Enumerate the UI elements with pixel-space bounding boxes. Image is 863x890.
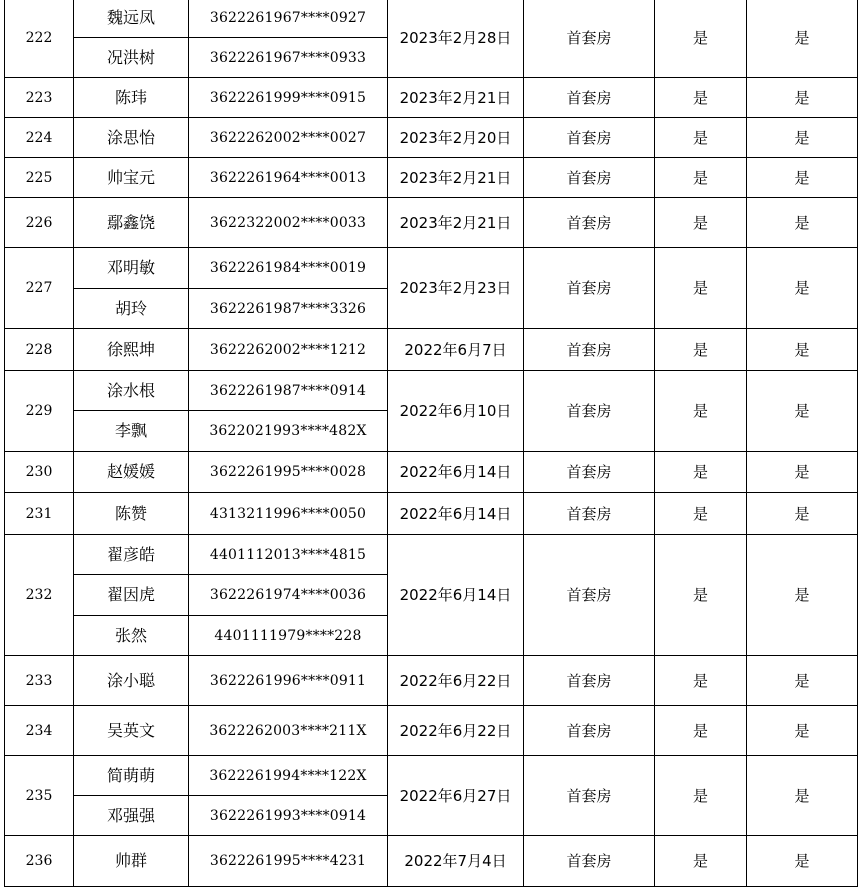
status-col6: 是 (655, 0, 747, 78)
table-row (5, 656, 858, 706)
row-id: 222 (5, 0, 74, 78)
status-col6: 是 (655, 656, 747, 706)
id-number: 3622322002****0033 (189, 198, 388, 248)
housing-type: 首套房 (524, 706, 655, 756)
table-row (5, 248, 858, 289)
table-row (5, 198, 858, 248)
id-number: 3622261995****0028 (189, 452, 388, 493)
table-row (5, 756, 858, 796)
housing-type: 首套房 (524, 656, 655, 706)
housing-type: 首套房 (524, 118, 655, 158)
person-name: 涂水根 (74, 371, 189, 411)
id-number: 3622262002****1212 (189, 329, 388, 371)
status-col7: 是 (747, 452, 858, 493)
person-name: 涂小聪 (74, 656, 189, 706)
person-name: 赵媛媛 (74, 452, 189, 493)
contract-date: 2022年6月27日 (388, 756, 524, 836)
contract-date: 2022年7月4日 (388, 836, 524, 887)
person-name: 魏远凤 (74, 0, 189, 38)
person-name: 张然 (74, 616, 189, 656)
status-col7: 是 (747, 158, 858, 198)
status-col7: 是 (747, 535, 858, 656)
housing-type: 首套房 (524, 756, 655, 836)
status-col7: 是 (747, 371, 858, 452)
table-row (5, 329, 858, 371)
status-col7: 是 (747, 198, 858, 248)
status-col6: 是 (655, 371, 747, 452)
person-name: 陈玮 (74, 78, 189, 118)
contract-date: 2022年6月22日 (388, 656, 524, 706)
id-number: 4313211996****0050 (189, 493, 388, 535)
housing-type: 首套房 (524, 248, 655, 329)
housing-type: 首套房 (524, 78, 655, 118)
housing-type: 首套房 (524, 836, 655, 887)
contract-date: 2023年2月21日 (388, 78, 524, 118)
person-name: 帅宝元 (74, 158, 189, 198)
status-col6: 是 (655, 78, 747, 118)
row-id: 230 (5, 452, 74, 493)
id-number: 3622261984****0019 (189, 248, 388, 289)
row-id: 228 (5, 329, 74, 371)
person-name: 况洪树 (74, 38, 189, 78)
id-number: 3622261994****122X (189, 756, 388, 796)
housing-list-table (4, 0, 858, 887)
id-number: 3622261967****0933 (189, 38, 388, 78)
person-name: 邓强强 (74, 796, 189, 836)
row-id: 234 (5, 706, 74, 756)
table-row (5, 118, 858, 158)
id-number: 3622261987****0914 (189, 371, 388, 411)
row-id: 236 (5, 836, 74, 887)
id-number: 3622261995****4231 (189, 836, 388, 887)
status-col6: 是 (655, 756, 747, 836)
row-id: 235 (5, 756, 74, 836)
table-body (5, 0, 858, 887)
housing-type: 首套房 (524, 535, 655, 656)
row-id: 224 (5, 118, 74, 158)
id-number: 4401111979****228 (189, 616, 388, 656)
status-col7: 是 (747, 656, 858, 706)
status-col6: 是 (655, 535, 747, 656)
row-id: 225 (5, 158, 74, 198)
contract-date: 2022年6月22日 (388, 706, 524, 756)
table-row (5, 535, 858, 575)
person-name: 李飘 (74, 411, 189, 452)
row-id: 223 (5, 78, 74, 118)
status-col7: 是 (747, 706, 858, 756)
table-row (5, 706, 858, 756)
id-number: 3622261967****0927 (189, 0, 388, 38)
row-id: 231 (5, 493, 74, 535)
person-name: 吴英文 (74, 706, 189, 756)
person-name: 徐熙坤 (74, 329, 189, 371)
table-row (5, 371, 858, 411)
person-name: 简萌萌 (74, 756, 189, 796)
contract-date: 2023年2月20日 (388, 118, 524, 158)
contract-date: 2023年2月23日 (388, 248, 524, 329)
row-id: 233 (5, 656, 74, 706)
status-col6: 是 (655, 158, 747, 198)
id-number: 4401112013****4815 (189, 535, 388, 575)
id-number: 3622021993****482X (189, 411, 388, 452)
contract-date: 2023年2月28日 (388, 0, 524, 78)
table-row (5, 836, 858, 887)
table-row (5, 78, 858, 118)
table-row (5, 493, 858, 535)
status-col6: 是 (655, 706, 747, 756)
person-name: 翟彦皓 (74, 535, 189, 575)
table-row (5, 0, 858, 38)
status-col6: 是 (655, 493, 747, 535)
status-col7: 是 (747, 0, 858, 78)
table-row (5, 158, 858, 198)
housing-type: 首套房 (524, 452, 655, 493)
id-number: 3622261999****0915 (189, 78, 388, 118)
id-number: 3622261993****0914 (189, 796, 388, 836)
person-name: 邓明敏 (74, 248, 189, 289)
person-name: 胡玲 (74, 289, 189, 329)
id-number: 3622261987****3326 (189, 289, 388, 329)
row-id: 232 (5, 535, 74, 656)
contract-date: 2022年6月7日 (388, 329, 524, 371)
housing-type: 首套房 (524, 158, 655, 198)
id-number: 3622262002****0027 (189, 118, 388, 158)
status-col6: 是 (655, 452, 747, 493)
status-col7: 是 (747, 836, 858, 887)
housing-type: 首套房 (524, 371, 655, 452)
housing-type: 首套房 (524, 0, 655, 78)
contract-date: 2023年2月21日 (388, 158, 524, 198)
row-id: 227 (5, 248, 74, 329)
id-number: 3622261964****0013 (189, 158, 388, 198)
person-name: 涂思怡 (74, 118, 189, 158)
contract-date: 2022年6月10日 (388, 371, 524, 452)
id-number: 3622261974****0036 (189, 575, 388, 616)
contract-date: 2022年6月14日 (388, 493, 524, 535)
id-number: 3622261996****0911 (189, 656, 388, 706)
contract-date: 2023年2月21日 (388, 198, 524, 248)
person-name: 陈赞 (74, 493, 189, 535)
housing-type: 首套房 (524, 493, 655, 535)
status-col6: 是 (655, 329, 747, 371)
id-number: 3622262003****211X (189, 706, 388, 756)
row-id: 229 (5, 371, 74, 452)
housing-type: 首套房 (524, 198, 655, 248)
status-col7: 是 (747, 118, 858, 158)
person-name: 翟因虎 (74, 575, 189, 616)
status-col6: 是 (655, 118, 747, 158)
table-row (5, 452, 858, 493)
status-col7: 是 (747, 248, 858, 329)
status-col7: 是 (747, 329, 858, 371)
status-col7: 是 (747, 78, 858, 118)
status-col6: 是 (655, 248, 747, 329)
contract-date: 2022年6月14日 (388, 452, 524, 493)
status-col6: 是 (655, 836, 747, 887)
status-col6: 是 (655, 198, 747, 248)
person-name: 鄢鑫饶 (74, 198, 189, 248)
status-col7: 是 (747, 493, 858, 535)
housing-type: 首套房 (524, 329, 655, 371)
person-name: 帅群 (74, 836, 189, 887)
row-id: 226 (5, 198, 74, 248)
status-col7: 是 (747, 756, 858, 836)
contract-date: 2022年6月14日 (388, 535, 524, 656)
